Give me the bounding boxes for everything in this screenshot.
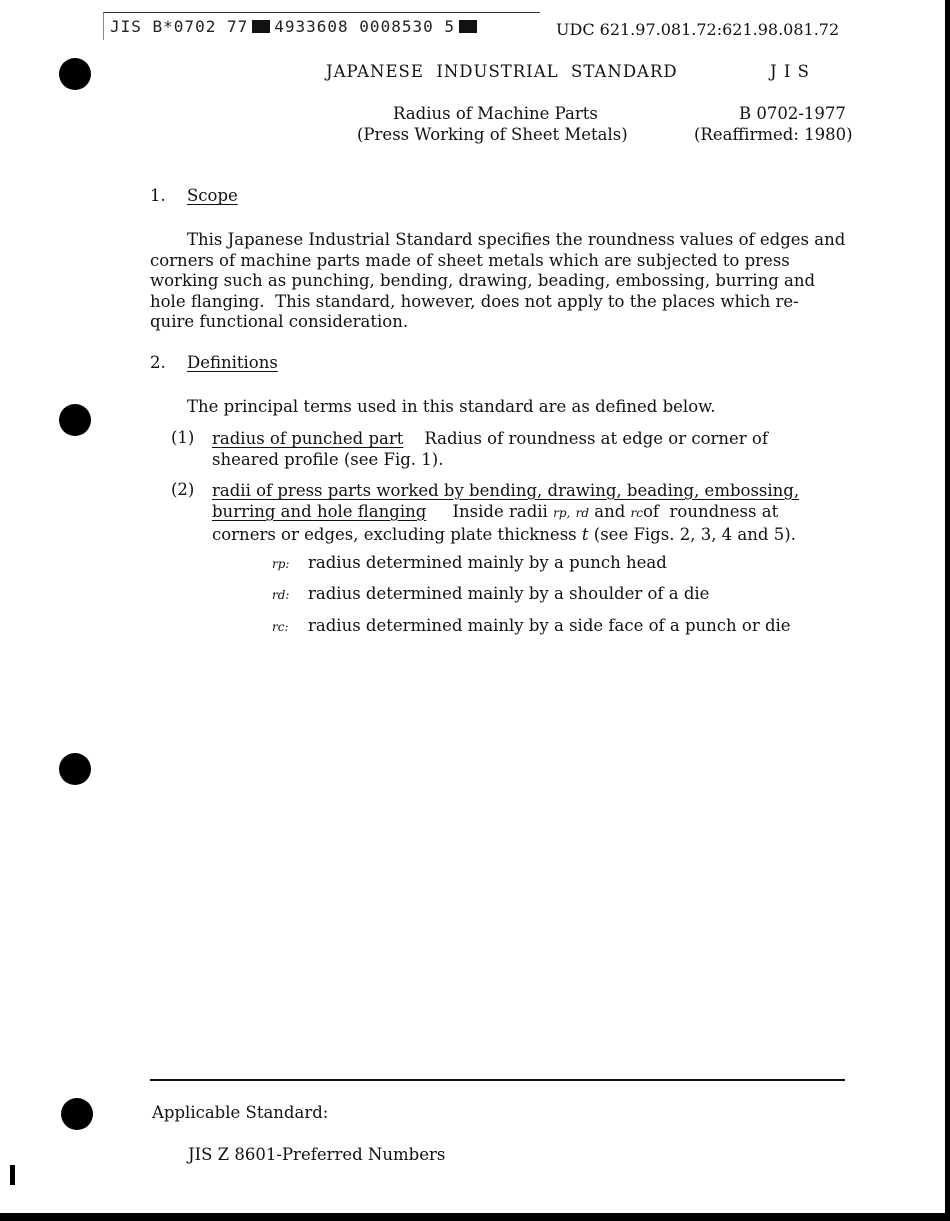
radius-row	[272, 553, 667, 572]
scope-line-2: corners of machine parts made of sheet metals which are subjected to press	[150, 250, 790, 270]
section2-number: 2.	[150, 353, 166, 372]
scope-line-1: This Japanese Industrial Standard specifies the roundness values of edges and	[187, 230, 846, 249]
thickness-symbol: t	[581, 525, 589, 544]
radius-row	[272, 616, 791, 635]
item1-number: (1)	[171, 428, 195, 447]
scope-line-4: hole flanging. This standard, however, does not apply to the places which re-	[150, 291, 799, 311]
document-title: Radius of Machine Parts	[393, 104, 598, 123]
punch-hole-3	[59, 753, 91, 785]
scope-paragraph	[150, 230, 870, 333]
page-right-border	[945, 0, 950, 1221]
barcode-text-1: JIS B*0702 77	[110, 17, 249, 36]
item2-def-c1: corners or edges, excluding plate thickness	[212, 525, 577, 544]
standard-number: B 0702-1977	[739, 104, 846, 123]
item2-and: and	[594, 502, 626, 521]
barcode-text-2: 4933608 0008530 5	[274, 17, 455, 36]
standard-organization: JAPANESE INDUSTRIAL STANDARD	[326, 62, 678, 81]
document-subtitle: (Press Working of Sheet Metals)	[357, 125, 628, 144]
applicable-standard-label: Applicable Standard:	[152, 1103, 329, 1122]
scope-line-3: working such as punching, bending, drawing, beading, embossing, burring and	[150, 271, 816, 290]
reaffirmed-date: (Reaffirmed: 1980)	[694, 125, 853, 144]
document-barcode	[103, 12, 540, 40]
item1-def-a: Radius of roundness at edge or corner of	[424, 429, 768, 448]
punch-hole-4	[61, 1098, 93, 1130]
symbol-rc: rc	[630, 506, 643, 520]
symbol-rp: rp,	[553, 506, 571, 520]
barcode-block-1	[252, 20, 270, 33]
radius-symbol: rd:	[272, 588, 290, 602]
section1-title: Scope	[187, 186, 238, 205]
radius-description: radius determined mainly by a side face of a punch or die	[308, 616, 791, 635]
symbol-rd: rd	[575, 506, 589, 520]
section2-title: Definitions	[187, 353, 278, 372]
item1-definition	[212, 428, 832, 470]
left-edge-mark	[10, 1165, 15, 1185]
barcode-block-2	[459, 20, 477, 33]
udc-code: UDC 621.97.081.72:621.98.081.72	[556, 20, 840, 39]
item2-def-c2: (see Figs. 2, 3, 4 and 5).	[593, 525, 796, 544]
item1-def-b: sheared profile (see Fig. 1).	[212, 450, 444, 469]
definitions-intro: The principal terms used in this standard are as defined below.	[187, 397, 716, 416]
radius-symbol: rc:	[272, 620, 289, 634]
item2-term-a: radii of press parts worked by bending, drawing, beading, embossing,	[212, 481, 800, 500]
punch-hole-1	[59, 58, 91, 90]
radius-row	[272, 584, 709, 603]
section1-number: 1.	[150, 186, 166, 205]
item2-def-a: Inside radii	[452, 502, 548, 521]
standard-abbreviation: J I S	[770, 62, 810, 81]
item1-term: radius of punched part	[212, 429, 404, 448]
item2-def-b: of roundness at	[643, 502, 779, 521]
item2-definition	[212, 480, 862, 545]
radius-description: radius determined mainly by a shoulder of a die	[308, 584, 710, 603]
item2-number: (2)	[171, 480, 195, 499]
applicable-standard-item: JIS Z 8601-Preferred Numbers	[188, 1145, 446, 1164]
punch-hole-2	[59, 404, 91, 436]
item2-term-b: burring and hole flanging	[212, 502, 427, 521]
radius-symbol: rp:	[272, 557, 290, 571]
radius-description: radius determined mainly by a punch head	[308, 553, 667, 572]
footer-rule	[150, 1079, 845, 1081]
page-bottom-border	[0, 1213, 950, 1221]
scope-line-5: quire functional consideration.	[150, 312, 409, 331]
